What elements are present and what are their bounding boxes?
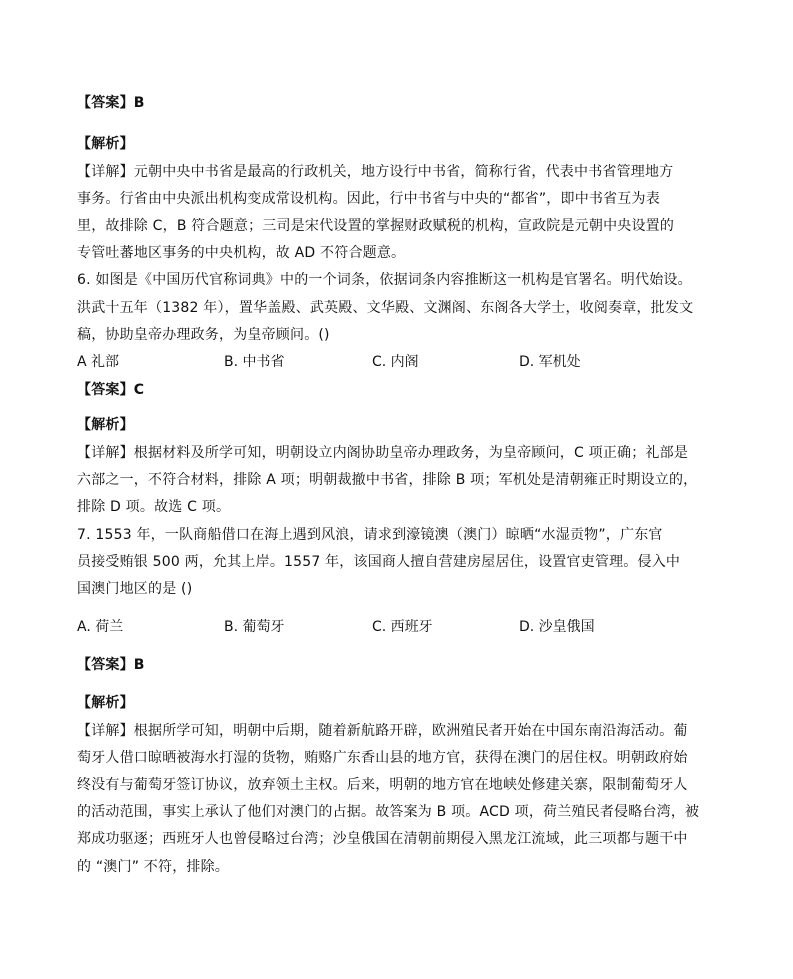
explanation-line: 的 “澳门” 不符，排除。 <box>77 859 230 875</box>
option-d: D. 军机处 <box>519 354 581 370</box>
option-a: A. 荷兰 <box>77 619 124 635</box>
explanation-line: 排除 D 项。故选 C 项。 <box>77 499 231 515</box>
option-c: C. 内阁 <box>372 354 419 370</box>
analysis-label: 【解析】 <box>77 136 134 152</box>
explanation-line: 专管吐蕃地区事务的中央机构，故 AD 不符合题意。 <box>77 245 406 261</box>
explanation-line: 郑成功驱逐；西班牙人也曾侵略过台湾；沙皇俄国在清朝前期侵入黑龙江流域，此三项都与题干中 <box>77 831 688 847</box>
option-c: C. 西班牙 <box>372 619 433 635</box>
explanation-line: 终没有与葡萄牙签订协议，放弃领土主权。后来，明朝的地方官在地峡处修建关寨，限制葡萄牙人 <box>77 777 688 793</box>
explanation-line: 事务。行省由中央派出机构变成常设机构。因此，行中书省与中央的“都省”，即中书省互为表 <box>77 191 660 207</box>
question-7-text: 7. 1553 年，一队商船借口在海上遇到风浪，请求到濠镜澳（澳门）晾晒“水湿贡物”，广东官 <box>77 527 663 543</box>
question-7-text: 国澳门地区的是 () <box>77 581 193 597</box>
question-6-text: 稿，协助皇帝办理政务，为皇帝顾问。() <box>77 327 330 343</box>
explanation-line: 萄牙人借口晾晒被海水打湿的货物，贿赂广东香山县的地方官，获得在澳门的居住权。明朝政府始 <box>77 750 688 766</box>
explanation-line: 【详解】元朝中央中书省是最高的行政机关，地方设行中书省，简称行省，代表中书省管理地方 <box>77 164 674 180</box>
analysis-label: 【解析】 <box>77 695 134 711</box>
option-b: B. 中书省 <box>224 354 285 370</box>
explanation-line: 里，故排除 C，B 符合题意；三司是宋代设置的掌握财政赋税的机构，宣政院是元朝中央设置的 <box>77 218 675 234</box>
answer-label: 【答案】B <box>77 95 145 111</box>
option-b: B. 葡萄牙 <box>224 619 285 635</box>
explanation-line: 【详解】根据材料及所学可知，明朝设立内阁协助皇帝办理政务，为皇帝顾问，C 项正确；礼部是 <box>77 445 689 461</box>
option-d: D. 沙皇俄国 <box>519 619 595 635</box>
explanation-line: 六部之一，不符合材料，排除 A 项；明朝裁撤中书省，排除 B 项；军机处是清朝雍正时期设立的， <box>77 472 698 488</box>
question-6-text: 洪武十五年（1382 年），置华盖殿、武英殿、文华殿、文渊阁、东阁各大学士，收阅奏章，批发文 <box>77 300 694 316</box>
analysis-label: 【解析】 <box>77 417 134 433</box>
explanation-line: 【详解】根据所学可知，明朝中后期，随着新航路开辟，欧洲殖民者开始在中国东南沿海活动。葡 <box>77 723 688 739</box>
explanation-line: 的活动范围，事实上承认了他们对澳门的占据。故答案为 B 项。ACD 项，荷兰殖民者侵略台湾，被 <box>77 804 700 820</box>
answer-label: 【答案】B <box>77 657 145 673</box>
answer-label: 【答案】C <box>77 382 145 398</box>
question-6-text: 6. 如图是《中国历代官称词典》中的一个词条，依据词条内容推断这一机构是官署名。明代始设。 <box>77 272 692 288</box>
option-a: A 礼部 <box>77 354 120 370</box>
question-7-text: 员接受贿银 500 两，允其上岸。1557 年，该国商人擅自营建房屋居住，设置官吏管理。侵入中 <box>77 554 681 570</box>
